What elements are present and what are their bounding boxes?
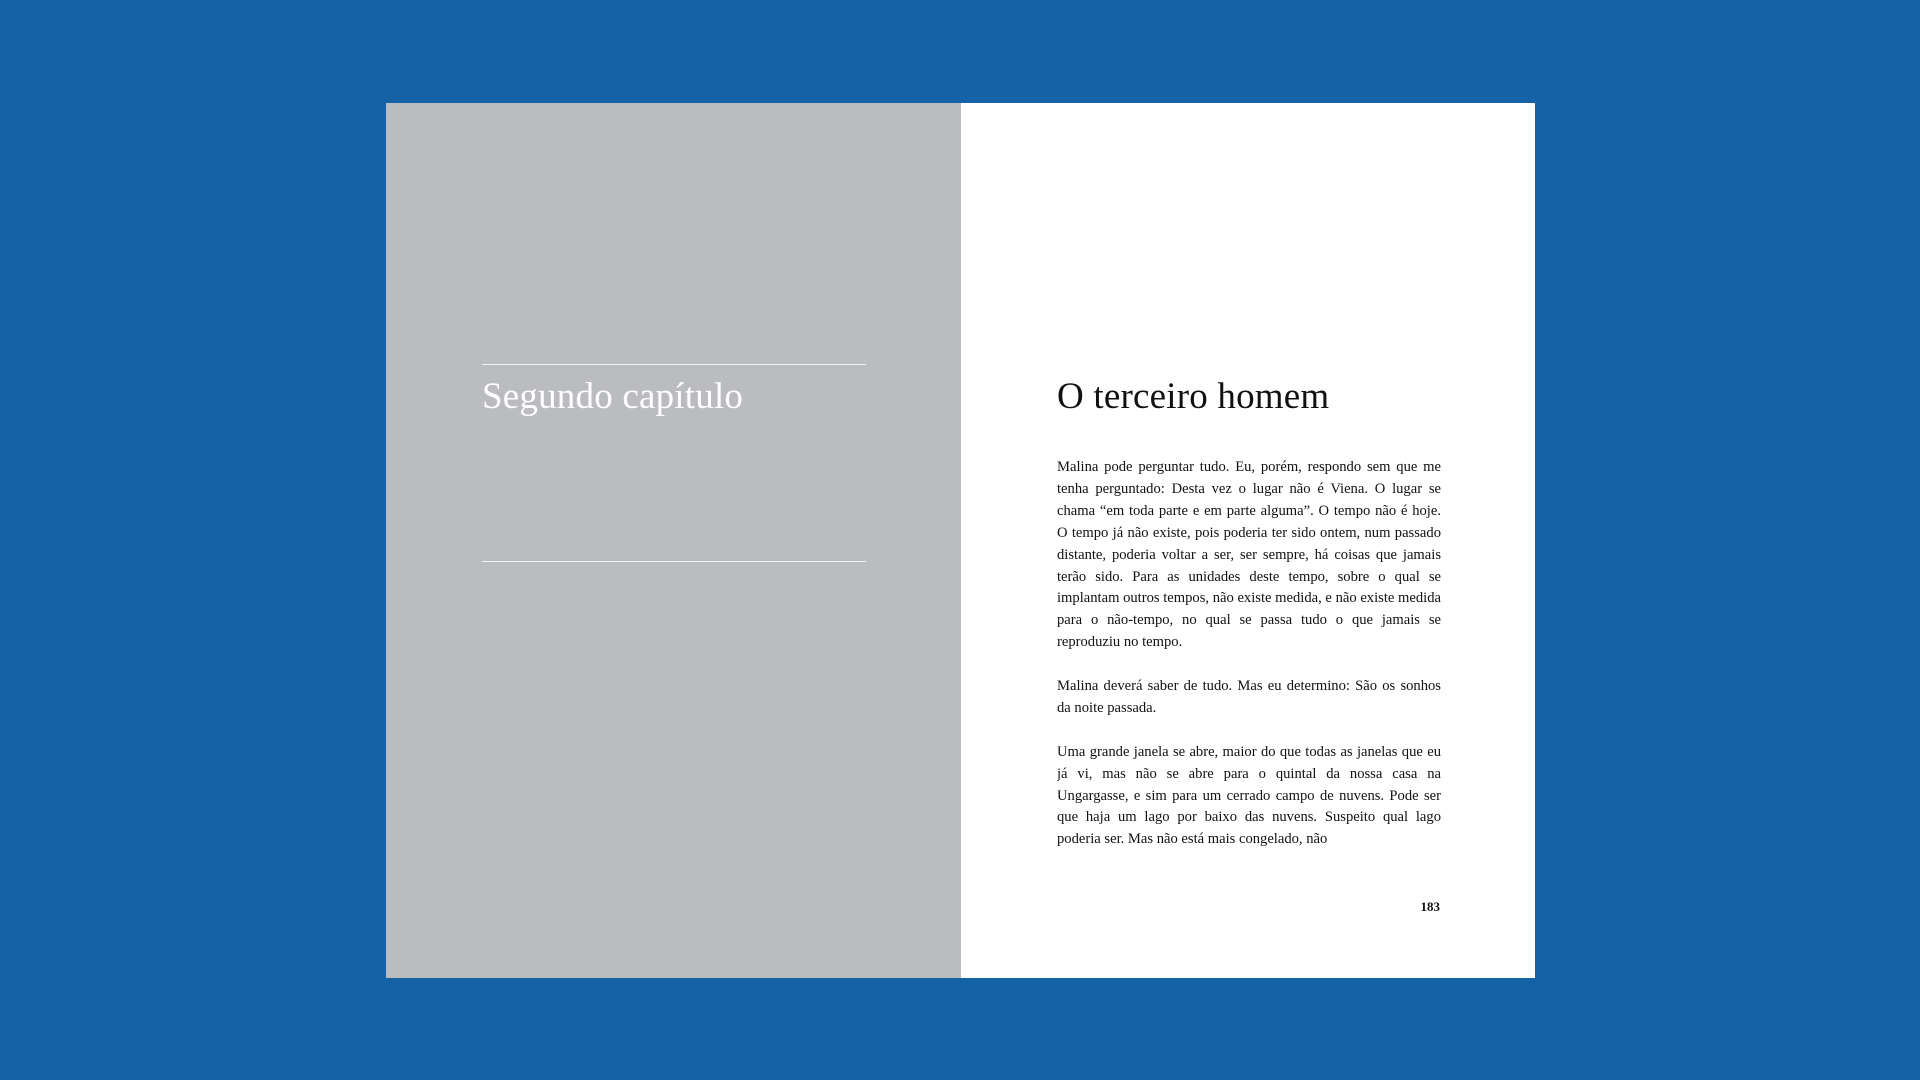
chapter-label: Segundo capítulo <box>482 376 744 417</box>
body-text <box>1057 457 1441 857</box>
top-rule <box>482 364 866 365</box>
bottom-rule <box>482 561 866 562</box>
paragraph-1: Malina pode perguntar tudo. Eu, porém, respondo sem que me tenha perguntado: Desta vez o lugar não é Viena. O lugar se chama “em toda parte e em parte alguma”. O tempo não é hoje. O tempo já não existe, pois poderia ter sido ontem, num passado distante, poderia voltar a ser, ser sempre, há coisas que jamais terão sido. Para as unidades deste tempo, sobre o qual se implantam outros tempos, não existe medida, e não existe medida para o não-tempo, no qual se passa tudo o que jamais se reproduziu no tempo. <box>1057 459 1441 651</box>
paragraph-3: Uma grande janela se abre, maior do que todas as janelas que eu já vi, mas não se abre para o quintal da nossa casa na Ungargasse, e sim para um cerrado campo de nuvens. Pode ser que haja um lago por baixo das nuvens. Suspeito qual lago poderia ser. Mas não está mais congelado, não <box>1057 743 1441 848</box>
right-page <box>961 103 1535 978</box>
page-number: 183 <box>1420 899 1440 914</box>
left-page <box>386 103 961 978</box>
chapter-title: O terceiro homem <box>1057 376 1330 417</box>
book-spread <box>386 103 1535 978</box>
paragraph-2: Malina deverá saber de tudo. Mas eu determino: São os sonhos da noite passada. <box>1057 678 1441 716</box>
